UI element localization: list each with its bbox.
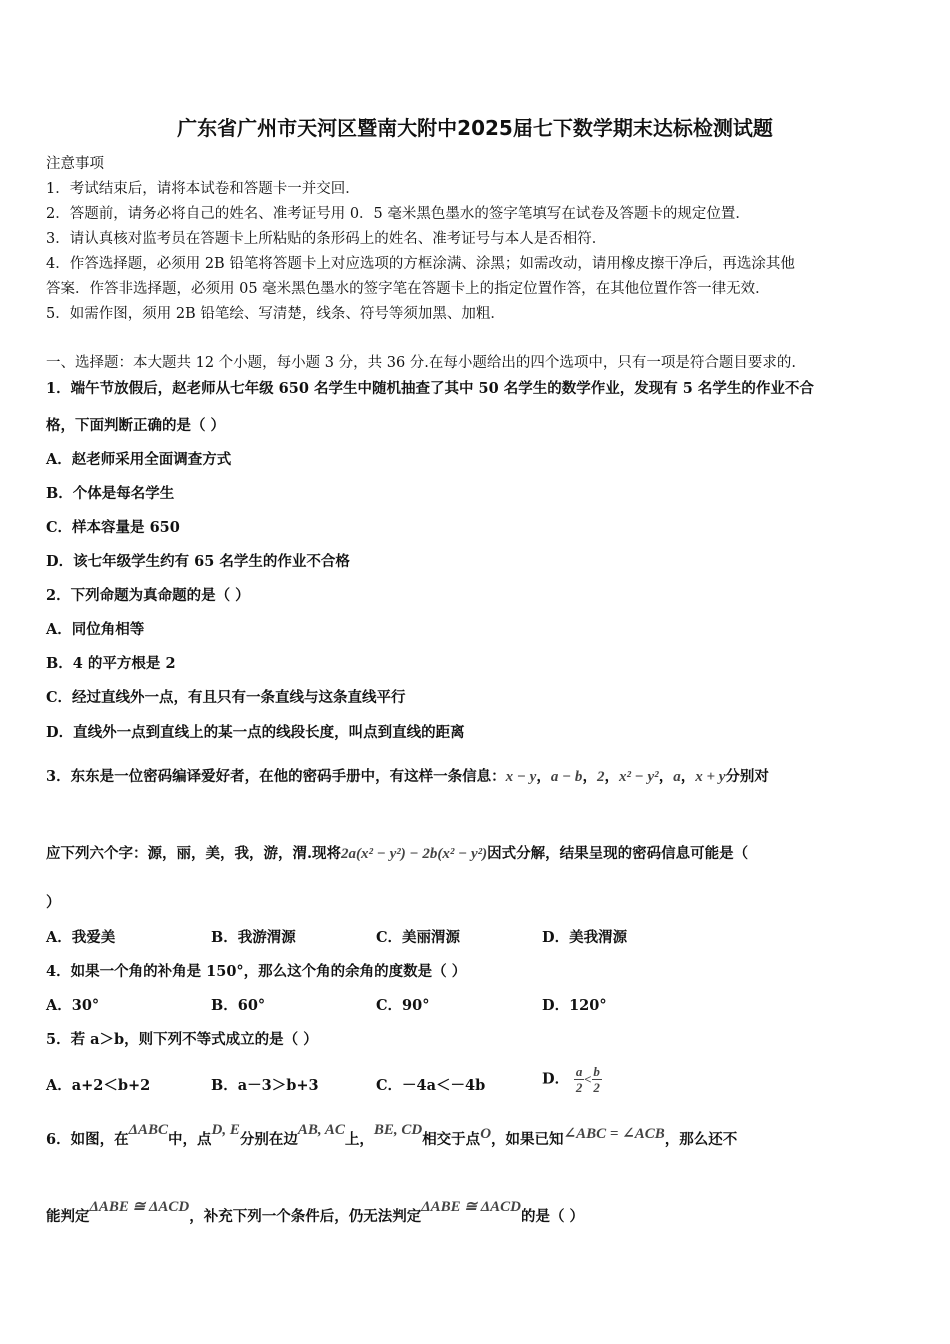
q1-option-c: C．样本容量是 650 bbox=[46, 519, 180, 536]
less-than-sign: < bbox=[584, 1071, 592, 1087]
q3-sep: ， bbox=[536, 768, 551, 785]
notice-item: 4．作答选择题，必须用 2B 铅笔将答题卡上对应选项的方框涂满、涂黑；如需改动，请用橡皮擦干净后，再选涂其他 bbox=[46, 256, 795, 272]
page-title: 广东省广州市天河区暨南大附中2025届七下数学期末达标检测试题 bbox=[177, 116, 773, 140]
q4-option-b: B．60° bbox=[211, 997, 266, 1014]
q6-points-de: D, E bbox=[211, 1122, 240, 1138]
q6-text: 能判定 bbox=[46, 1208, 90, 1225]
notice-heading: 注意事项 bbox=[46, 156, 104, 172]
q3-option-a: A．我爱美 bbox=[46, 929, 116, 946]
q5-option-c: C．－4a＜－4b bbox=[376, 1077, 486, 1094]
fraction-a-over-2 bbox=[574, 1064, 584, 1095]
q3-sep: ， bbox=[680, 768, 696, 785]
q3-code-4: x² − y² bbox=[618, 769, 659, 785]
q6-text: ，补充下列一个条件后，仍无法判定 bbox=[189, 1208, 422, 1225]
q6-sides-ab-ac: AB, AC bbox=[297, 1122, 345, 1138]
notice-item: 2．答题前，请务必将自己的姓名、准考证号用 0．5 毫米黑色墨水的签字笔填写在试卷及答题卡的规定位置． bbox=[46, 206, 750, 222]
q6-text: 分别在边 bbox=[239, 1131, 298, 1148]
q3-option-b: B．我游渭源 bbox=[211, 929, 296, 946]
q1-stem-line1: 1．端午节放假后，赵老师从七年级 650 名学生中随机抽查了其中 50 名学生的数学作业，发现有 5 名学生的作业不合 bbox=[46, 380, 814, 397]
q3-code-1: x − y bbox=[505, 769, 537, 785]
notice-item: 1．考试结束后，请将本试卷和答题卡一并交回． bbox=[46, 181, 360, 197]
notice-item: 5．如需作图，须用 2B 铅笔绘、写清楚，线条、符号等须加黑、加粗． bbox=[46, 306, 505, 322]
q3-tail2: 因式分解，结果呈现的密码信息可能是（ bbox=[487, 845, 749, 862]
q3-code-5: a bbox=[673, 769, 681, 785]
q6-point-o: O bbox=[480, 1126, 492, 1142]
q4-option-a: A．30° bbox=[46, 997, 100, 1014]
q6-triangle-abc: ΔABC bbox=[128, 1122, 169, 1138]
q3-sep: ， bbox=[582, 768, 597, 785]
denominator: 2 bbox=[593, 1080, 600, 1095]
q6-congruence-1: ΔABE ≅ ΔACD bbox=[89, 1199, 190, 1215]
q3-stem-line1 bbox=[46, 765, 769, 786]
q6-lines-be-cd: BE, CD bbox=[373, 1122, 423, 1138]
fraction-b-over-2 bbox=[592, 1064, 602, 1095]
q3-sep: ， bbox=[604, 768, 619, 785]
q6-text: 的是（ ） bbox=[520, 1208, 585, 1225]
q6-text: 中，点 bbox=[168, 1131, 212, 1148]
numerator: b bbox=[593, 1064, 600, 1079]
q6-text: 6．如图，在 bbox=[46, 1131, 129, 1148]
q3-option-d: D．美我渭源 bbox=[542, 929, 628, 946]
q3-lead: 3．东东是一位密码编译爱好者，在他的密码手册中，有这样一条信息： bbox=[46, 768, 506, 785]
q2-option-d: D．直线外一点到直线上的某一点的线段长度，叫点到直线的距离 bbox=[46, 724, 465, 741]
numerator: a bbox=[575, 1064, 583, 1079]
q6-congruence-2: ΔABE ≅ ΔACD bbox=[421, 1199, 521, 1215]
q4-option-c: C．90° bbox=[376, 997, 430, 1014]
q4-option-d: D．120° bbox=[542, 997, 607, 1014]
section-heading: 一、选择题：本大题共 12 个小题，每小题 3 分，共 36 分.在每小题给出的四个选项中，只有一项是符合题目要求的. bbox=[46, 355, 796, 371]
q4-stem: 4．如果一个角的补角是 150°，那么这个角的余角的度数是（ ） bbox=[46, 963, 467, 980]
q1-option-d: D．该七年级学生约有 65 名学生的作业不合格 bbox=[46, 553, 350, 570]
q6-text: 相交于点 bbox=[422, 1131, 481, 1148]
q2-option-c: C．经过直线外一点，有且只有一条直线与这条直线平行 bbox=[46, 689, 406, 706]
q5-option-d-label: D． bbox=[542, 1070, 570, 1088]
q3-tail1: 分别对 bbox=[725, 768, 769, 785]
q6-stem-line2 bbox=[46, 1199, 585, 1226]
q6-stem-line1 bbox=[46, 1122, 738, 1149]
q3-sep: ， bbox=[658, 768, 674, 785]
denominator: 2 bbox=[575, 1080, 583, 1095]
q3-code-6: x + y bbox=[695, 769, 726, 785]
q3-stem-line2 bbox=[46, 842, 748, 863]
q3-lead2: 应下列六个字：源，丽，美，我，游，渭.现将 bbox=[46, 845, 342, 862]
q6-text: ，那么还不 bbox=[664, 1131, 738, 1148]
notice-item: 答案．作答非选择题，必须用 05 毫米黑色墨水的签字笔在答题卡上的指定位置作答，在其他位置作答一律无效． bbox=[46, 281, 770, 297]
q1-option-b: B．个体是每名学生 bbox=[46, 485, 175, 502]
q3-code-2: a − b bbox=[550, 769, 583, 785]
q2-stem: 2．下列命题为真命题的是（ ） bbox=[46, 587, 250, 604]
notice-item: 3．请认真核对监考员在答题卡上所粘贴的条形码上的姓名、准考证号与本人是否相符． bbox=[46, 231, 607, 247]
q2-option-a: A．同位角相等 bbox=[46, 621, 145, 638]
q6-angle-equality: ∠ABC = ∠ACB bbox=[563, 1126, 665, 1142]
q6-text: 上， bbox=[344, 1131, 374, 1148]
q1-stem-line2: 格，下面判断正确的是（ ） bbox=[46, 417, 226, 434]
q5-option-d bbox=[542, 1064, 602, 1095]
q3-close-paren: ） bbox=[46, 894, 61, 911]
q3-expression: 2a(x² − y²) − 2b(x² − y²) bbox=[341, 846, 488, 862]
q5-stem: 5．若 a＞b，则下列不等式成立的是（ ） bbox=[46, 1031, 318, 1048]
q3-code-3: 2 bbox=[596, 769, 605, 785]
q5-option-a: A．a+2＜b+2 bbox=[46, 1077, 151, 1094]
q6-text: ，如果已知 bbox=[491, 1131, 564, 1148]
q1-option-a: A．赵老师采用全面调查方式 bbox=[46, 451, 232, 468]
q2-option-b: B．4 的平方根是 2 bbox=[46, 655, 176, 672]
q3-option-c: C．美丽渭源 bbox=[376, 929, 461, 946]
q5-option-b: B．a－3＞b+3 bbox=[211, 1077, 319, 1094]
